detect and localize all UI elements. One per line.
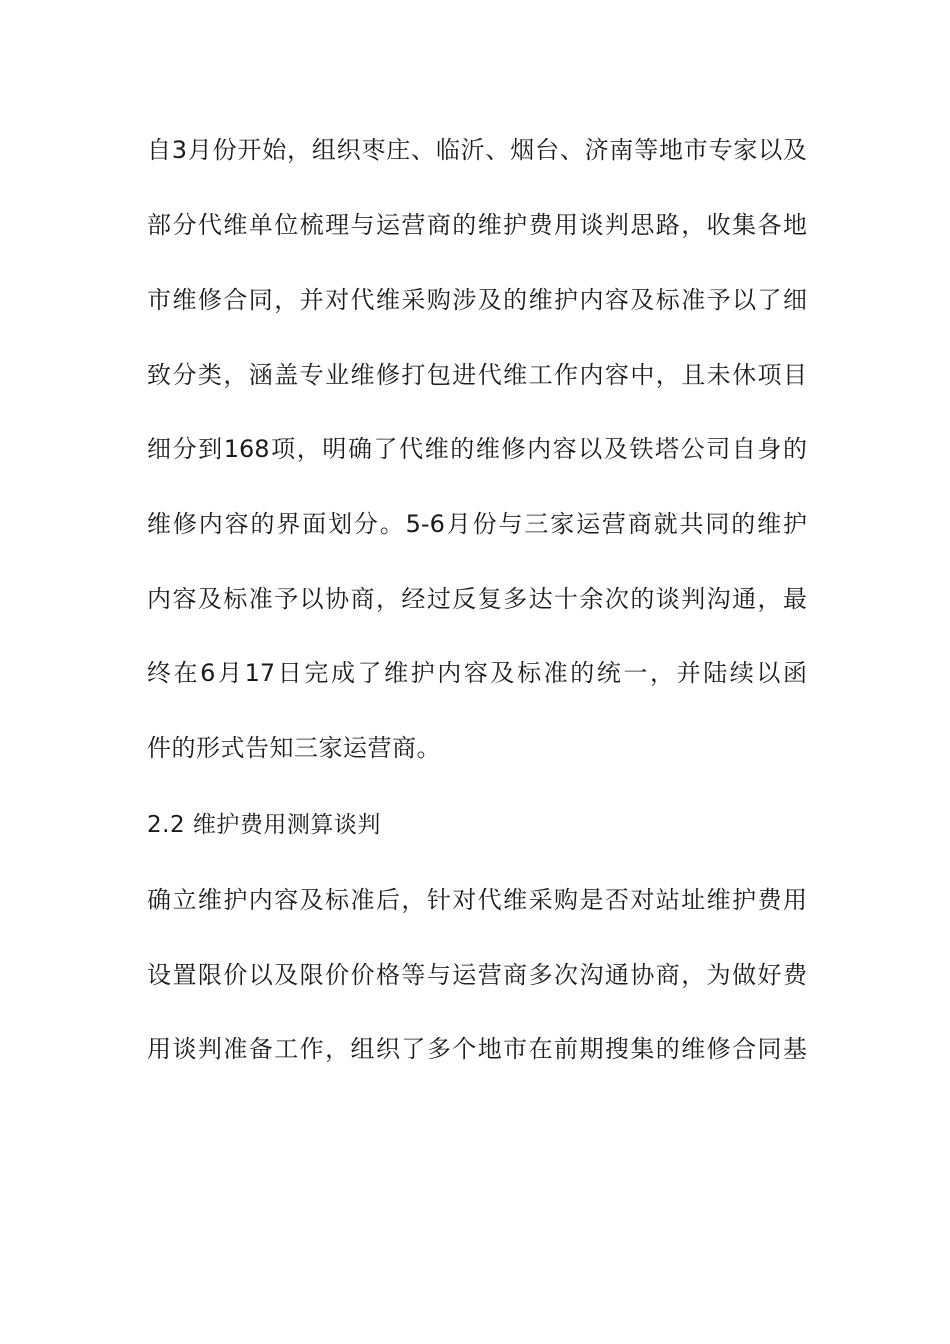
paragraph-line: 致分类，涵盖专业维修打包进代维工作内容中，且未休项目 — [147, 361, 807, 389]
paragraph-line: 件的形式告知三家运营商。 — [147, 734, 441, 762]
paragraph-line: 市维修合同，并对代维采购涉及的维护内容及标准予以了细 — [147, 286, 807, 314]
paragraph-line: 确立维护内容及标准后，针对代维采购是否对站址维护费用 — [147, 886, 807, 914]
paragraph-line: 设置限价以及限价价格等与运营商多次沟通协商，为做好费 — [147, 961, 807, 989]
paragraph-line: 细分到168项，明确了代维的维修内容以及铁塔公司自身的 — [147, 435, 807, 463]
section-heading: 2.2 维护费用测算谈判 — [147, 812, 381, 838]
paragraph-line: 用谈判准备工作，组织了多个地市在前期搜集的维修合同基 — [147, 1035, 807, 1063]
paragraph-line: 终在6月17日完成了维护内容及标准的统一，并陆续以函 — [147, 659, 807, 687]
paragraph-line: 内容及标准予以协商，经过反复多达十余次的谈判沟通，最 — [147, 585, 807, 613]
paragraph-line: 维修内容的界面划分。5-6月份与三家运营商就共同的维护 — [147, 510, 807, 538]
paragraph-line: 自3月份开始，组织枣庄、临沂、烟台、济南等地市专家以及 — [147, 136, 807, 164]
paragraph-line: 部分代维单位梳理与运营商的维护费用谈判思路，收集各地 — [147, 211, 807, 239]
